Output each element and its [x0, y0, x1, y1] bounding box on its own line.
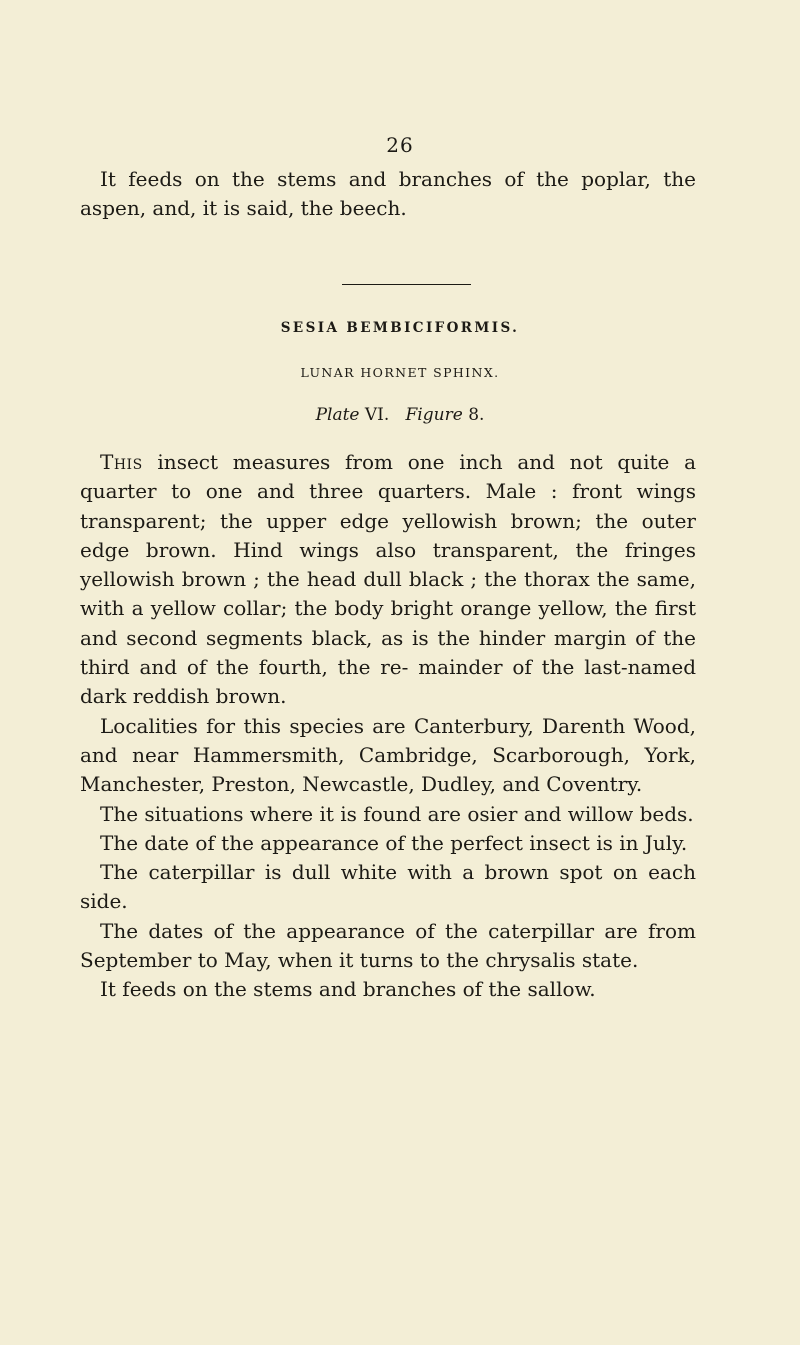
caterpillar-paragraph: The caterpillar is dull white with a brown spot on each side. — [80, 860, 696, 914]
species-description — [80, 448, 696, 1005]
caterpillar-dates-paragraph: The dates of the appearance of the caterpillar are from September to May, when it turns to the chrysalis state. — [80, 918, 696, 973]
description-paragraph — [80, 448, 696, 712]
plate-number: VI. — [364, 405, 390, 425]
section-divider — [342, 284, 471, 285]
insect-date-paragraph: The date of the appearance of the perfect insect is in July. — [100, 830, 688, 855]
description-first-paragraph: insect measures from one inch and not quite a quarter to one and three quarters. Male : front wings transparent; the upper edge yellowish brown; the outer edge brown. Hind wings also transparent, the fringes yellowish brown ; the head dull black ; the thorax the same, with a yellow collar; the body bright orange yellow, the first and second segments black, as is the hinder margin of the third and of the fourth, the re- mainder of the last-named dark reddish brown. — [80, 450, 696, 709]
figure-label: Figure — [405, 405, 463, 425]
opening-text — [80, 165, 696, 224]
drop-word: This — [100, 450, 143, 474]
plate-label: Plate — [315, 405, 360, 425]
figure-number: 8. — [468, 405, 485, 425]
opening-paragraph: It feeds on the stems and branches of the poplar, the aspen, and, it is said, the beech. — [80, 167, 696, 221]
situations-paragraph: The situations where it is found are osier and willow beds. — [100, 801, 694, 826]
plate-reference — [0, 405, 800, 425]
localities-paragraph: Localities for this species are Canterbury, Darenth Wood, and near Hammersmith, Cambridge, Scarborough, York, Manchester, Preston, Newcastle, Dudley, and Coventry. — [80, 713, 696, 797]
food-plant-paragraph: It feeds on the stems and branches of the sallow. — [100, 977, 596, 1002]
species-latin-name: SESIA BEMBICIFORMIS. — [280, 320, 520, 336]
page-number: 26 — [386, 133, 414, 157]
species-common-name: LUNAR HORNET SPHINX. — [300, 365, 500, 380]
